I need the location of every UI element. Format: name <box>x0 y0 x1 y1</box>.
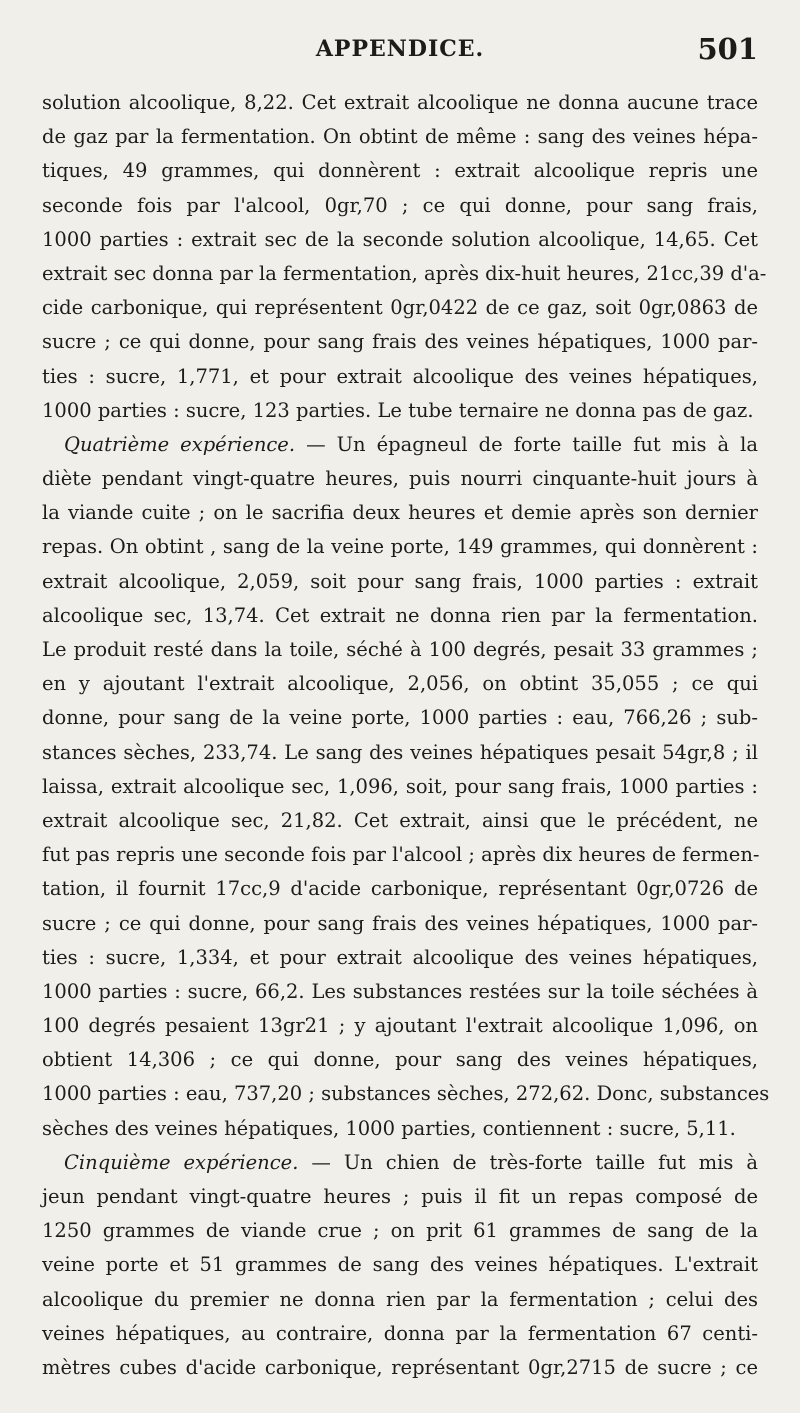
text-line: 1000 parties : sucre, 123 parties. Le tube ternaire ne donna pas de gaz. <box>42 398 754 422</box>
text-line: en y ajoutant l'extrait alcoolique, 2,056, on obtint 35,055 ; ce qui <box>42 672 758 696</box>
text-line: alcoolique sec, 13,74. Cet extrait ne donna rien par la fermentation. <box>42 603 758 627</box>
text-line: stances sèches, 233,74. Le sang des veines hépatiques pesait 54gr,8 ; il <box>42 740 758 764</box>
body-text <box>42 86 770 1385</box>
text-line: seconde fois par l'alcool, 0gr,70 ; ce qui donne, pour sang frais, <box>42 193 758 217</box>
text-line: tation, il fournit 17cc,9 d'acide carbonique, représentant 0gr,0726 de <box>42 877 758 901</box>
text-line: ties : sucre, 1,771, et pour extrait alcoolique des veines hépatiques, <box>42 364 758 388</box>
page-number: 501 <box>697 32 758 66</box>
page-header <box>42 32 758 72</box>
text-line: donne, pour sang de la veine porte, 1000 parties : eau, 766,26 ; sub- <box>42 706 758 730</box>
text-line: 100 degrés pesaient 13gr21 ; y ajoutant l'extrait alcoolique 1,096, on <box>42 1014 758 1038</box>
text-line: extrait alcoolique sec, 21,82. Cet extrait, ainsi que le précédent, ne <box>42 808 758 832</box>
text-line: laissa, extrait alcoolique sec, 1,096, soit, pour sang frais, 1000 parties : <box>42 774 758 798</box>
text-line: solution alcoolique, 8,22. Cet extrait alcoolique ne donna aucune trace <box>42 91 758 114</box>
text-line: 1000 parties : extrait sec de la seconde solution alcoolique, 14,65. Cet <box>42 227 758 251</box>
text-line: ties : sucre, 1,334, et pour extrait alcoolique des veines hépatiques, <box>42 945 758 969</box>
text-line: cide carbonique, qui représentent 0gr,0422 de ce gaz, soit 0gr,0863 de <box>42 296 758 320</box>
text-line: sèches des veines hépatiques, 1000 parties, contiennent : sucre, 5,11. <box>42 1116 736 1140</box>
text-line: alcoolique du premier ne donna rien par la fermentation ; celui des <box>42 1287 758 1311</box>
text-line: sucre ; ce qui donne, pour sang frais des veines hépatiques, 1000 par- <box>42 911 758 935</box>
text-line: extrait alcoolique, 2,059, soit pour sang frais, 1000 parties : extrait <box>42 569 758 593</box>
text-line: Le produit resté dans la toile, séché à 100 degrés, pesait 33 grammes ; <box>42 638 758 661</box>
text-line: diète pendant vingt-quatre heures, puis nourri cinquante-huit jours à <box>42 467 758 491</box>
text-line: 1000 parties : sucre, 66,2. Les substances restées sur la toile séchées à <box>42 979 758 1003</box>
text-line: veine porte et 51 grammes de sang des veines hépatiques. L'extrait <box>42 1253 758 1277</box>
text-line: jeun pendant vingt-quatre heures ; puis il fit un repas composé de <box>42 1185 758 1208</box>
text-line: obtient 14,306 ; ce qui donne, pour sang des veines hépatiques, <box>42 1048 758 1072</box>
text-line: tiques, 49 grammes, qui donnèrent : extrait alcoolique repris une <box>42 159 758 183</box>
text-line-experiment-5: Cinquième expérience. — Un chien de très-forte taille fut mis à <box>64 1150 758 1174</box>
text-line: extrait sec donna par la fermentation, après dix-huit heures, 21cc,39 d'a- <box>42 261 767 285</box>
text-line: 1000 parties : eau, 737,20 ; substances sèches, 272,62. Donc, substances <box>42 1082 770 1106</box>
text-line: mètres cubes d'acide carbonique, représentant 0gr,2715 de sucre ; ce <box>42 1355 758 1379</box>
text-line: 1250 grammes de viande crue ; on prit 61 grammes de sang de la <box>42 1219 758 1243</box>
text-line: repas. On obtint , sang de la veine porte, 149 grammes, qui donnèrent : <box>42 535 758 559</box>
text-line: la viande cuite ; on le sacrifia deux heures et demie après son dernier <box>42 501 758 525</box>
text-line: de gaz par la fermentation. On obtint de même : sang des veines hépa- <box>42 125 758 149</box>
text-line: sucre ; ce qui donne, pour sang frais des veines hépatiques, 1000 par- <box>42 330 758 354</box>
text-line: fut pas repris une seconde fois par l'alcool ; après dix heures de fermen- <box>42 843 760 867</box>
text-line-experiment-4: Quatrième expérience. — Un épagneul de forte taille fut mis à la <box>64 432 758 456</box>
running-head: APPENDICE. <box>315 36 485 62</box>
text-line: veines hépatiques, au contraire, donna par la fermentation 67 centi- <box>42 1321 758 1345</box>
